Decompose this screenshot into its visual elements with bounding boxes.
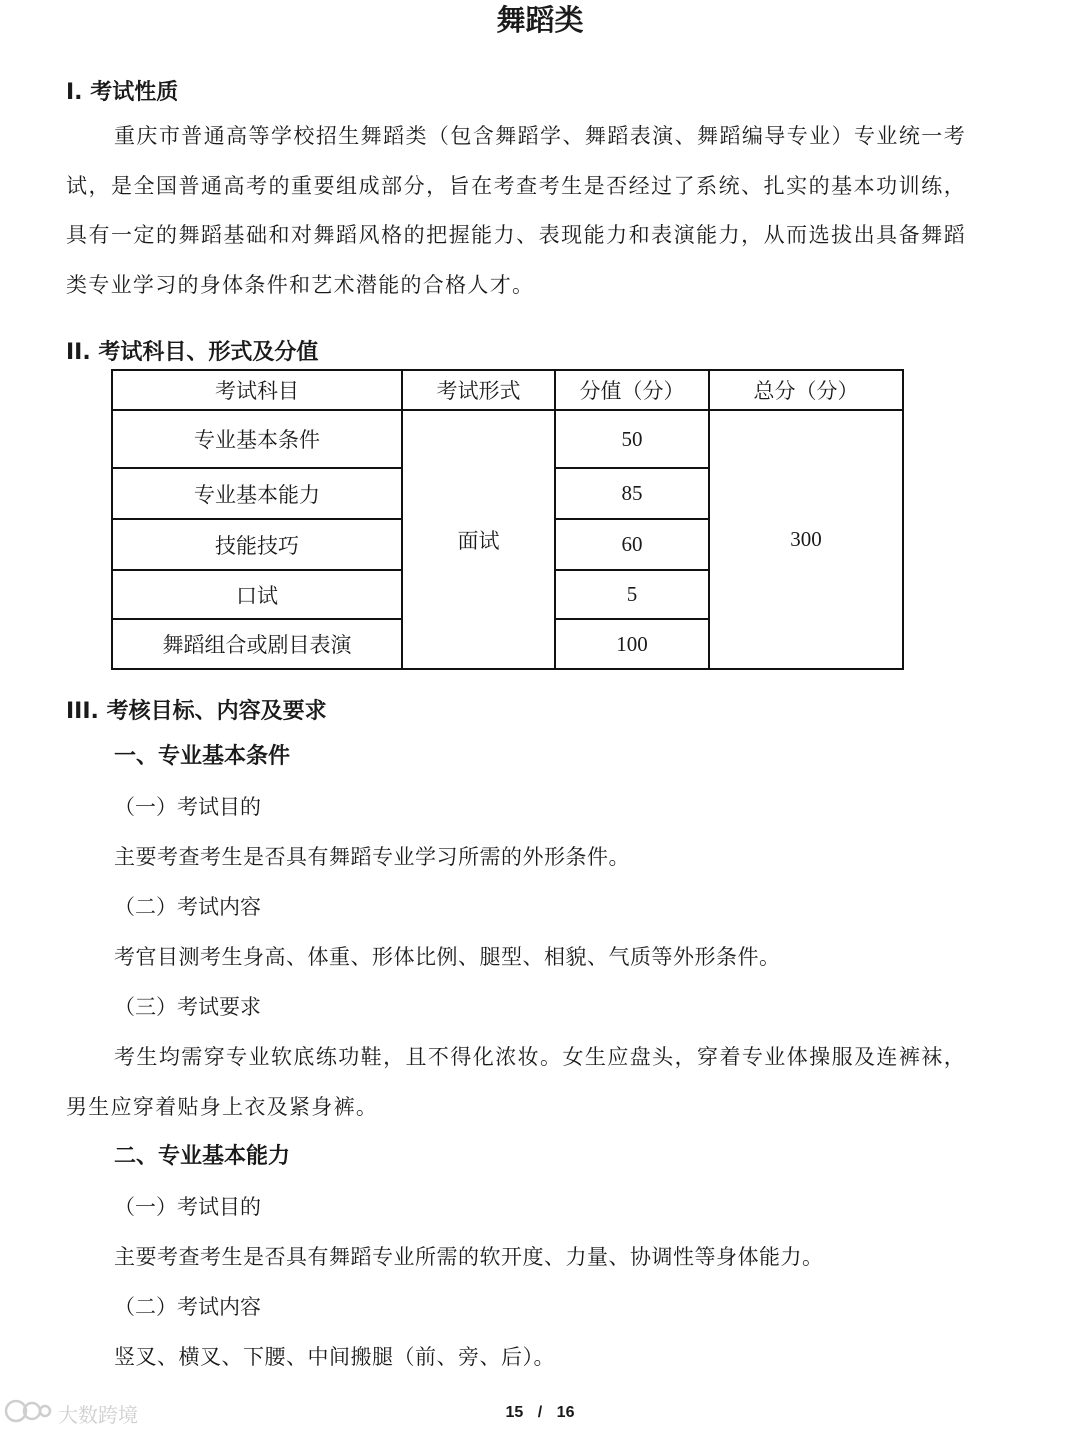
table-header-cell: 总分（分） [709,370,903,410]
table-header-cell: 考试形式 [402,370,555,410]
part-2-content-text: 竖叉、横叉、下腰、中间搬腿（前、旁、后）。 [114,1345,555,1369]
subject-cell: 专业基本能力 [112,468,402,519]
score-cell: 100 [555,619,709,669]
part-2-purpose-label: （一）考试目的 [114,1195,261,1219]
part-2-content-label: （二）考试内容 [114,1295,261,1319]
table-row [112,410,903,468]
part-1-purpose-label: （一）考试目的 [114,795,261,819]
score-cell: 60 [555,519,709,570]
subject-cell: 专业基本条件 [112,410,402,468]
part-1-content-text: 考官目测考生身高、体重、形体比例、腿型、相貌、气质等外形条件。 [114,945,781,969]
score-cell: 50 [555,410,709,468]
part-2-heading: 二、专业基本能力 [114,1144,291,1169]
part-1-requirement-text: 考生均需穿专业软底练功鞋，且不得化浓妆。女生应盘头，穿着专业体操服及连裤袜，男生应穿着贴身上衣及紧身裤。 [66,1045,966,1119]
page-number [0,1404,1080,1422]
exam-table [111,369,904,670]
part-1-heading: 一、专业基本条件 [114,744,291,769]
table-header-cell: 分值（分） [555,370,709,410]
page-current: 15 [505,1404,524,1421]
part-1-content-label: （二）考试内容 [114,895,261,919]
section-1-heading: I. 考试性质 [66,80,179,105]
section-2-heading: II. 考试科目、形式及分值 [66,340,319,365]
total-cell: 300 [709,410,903,669]
subject-cell: 技能技巧 [112,519,402,570]
part-2-purpose-text: 主要考查考生是否具有舞蹈专业所需的软开度、力量、协调性等身体能力。 [114,1245,824,1269]
watermark-text: 大数跨境 [58,1402,138,1427]
form-cell: 面试 [402,410,555,669]
table-header-row [112,370,903,410]
table-header-cell: 考试科目 [112,370,402,410]
page-separator: / [537,1404,543,1421]
part-1-requirement-label: （三）考试要求 [114,995,261,1019]
page-total: 16 [556,1404,575,1421]
section-3-heading: III. 考核目标、内容及要求 [66,699,327,724]
page-title: 舞蹈类 [496,3,584,37]
part-1-purpose-text: 主要考查考生是否具有舞蹈专业学习所需的外形条件。 [114,845,630,869]
score-cell: 5 [555,570,709,619]
section-1-paragraph: 重庆市普通高等学校招生舞蹈类（包含舞蹈学、舞蹈表演、舞蹈编导专业）专业统一考试，是全国普通高考的重要组成部分，旨在考查考生是否经过了系统、扎实的基本功训练，具有一定的舞蹈基础和对舞蹈风格的把握能力、表现能力和表演能力，从而选拔出具备舞蹈类专业学习的身体条件和艺术潜能的合格人才。 [66,124,966,297]
subject-cell: 口试 [112,570,402,619]
score-cell: 85 [555,468,709,519]
subject-cell: 舞蹈组合或剧目表演 [112,619,402,669]
